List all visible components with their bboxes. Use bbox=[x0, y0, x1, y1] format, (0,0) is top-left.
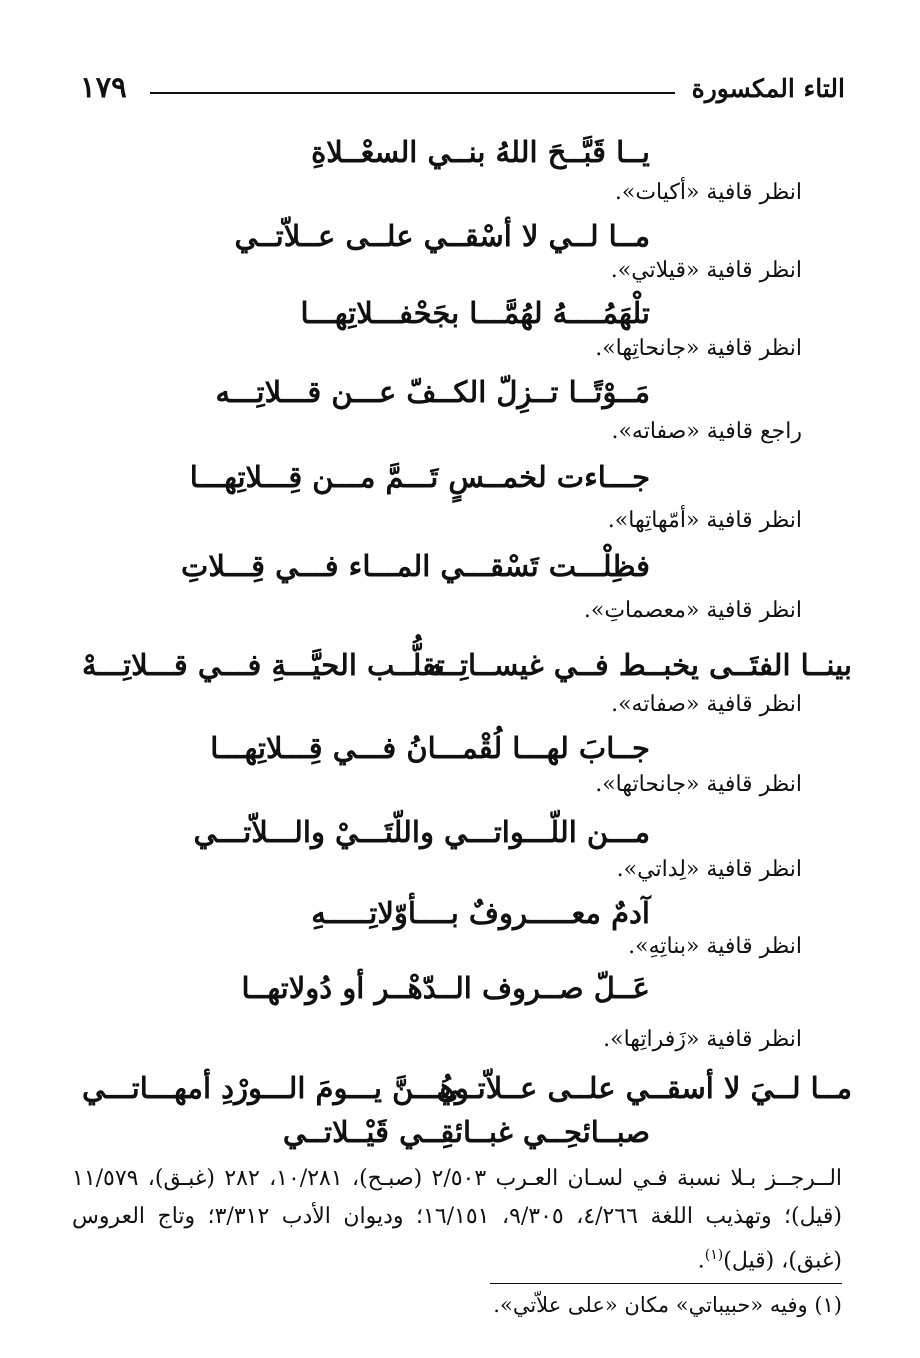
cross-reference: انظر قافية «زَفراتِها». bbox=[603, 1027, 802, 1052]
cross-reference: انظر قافية «لِداتي». bbox=[616, 857, 802, 882]
verse-line: جـــاءت لخمــسٍ تَـــمَّ مـــن قِـــلاتِهـــا bbox=[189, 460, 650, 494]
verse-line: مَــوْتًــا تــزِلّ الكــفّ عـــن قـــلاتِـــه bbox=[215, 375, 650, 409]
verse-line: عَــلّ صــروف الــدّهْــر أو دُولاتهــا bbox=[241, 971, 650, 1005]
couplet-second-hemistich: تقلُّــب الحيَّـــةِ فـــي قـــلاتِـــهْ bbox=[82, 648, 445, 682]
couplet-second-hemistich: وهُـــنَّ يـــومَ الـــورْدِ أمهـــاتـــي bbox=[82, 1071, 469, 1105]
verse-line: مـــن اللّـــواتـــي واللّتَـــيْ والـــلاّتـــي bbox=[193, 815, 650, 849]
page-number: ١٧٩ bbox=[80, 70, 127, 104]
source-citation: الــرجــز بـلا نسبة فـي لسـان العـرب ٢/٥٠٣ (صبـح)، ١٠/٢٨١، ٢٨٢ (غبـق)، ١١/٥٧٩ (قيل)؛ وتهذيب اللغة ٤/٢٦٦، ٩/٣٠٥، ١٦/١٥١؛ وديوان الأدب ٣/٣١٢؛ وتاج العروس (غبق)، (قيل)$^{(١)}$. bbox=[72, 1166, 843, 1274]
couplet-third-hemistich: صبــائحِــي غبــائقِــي قَيْــلاتــي bbox=[282, 1115, 650, 1149]
header-rule bbox=[150, 92, 675, 94]
cross-reference: انظر قافية «معصماتِ». bbox=[583, 598, 802, 623]
verse-line: تلْهَمُــــهُ لهُمَّـــا بجَحْفـــلاتِهـــا bbox=[300, 296, 650, 330]
cross-reference: راجع قافية «صفاته». bbox=[611, 419, 802, 444]
footnote-marker: (١) bbox=[704, 1247, 724, 1263]
couplet-first-hemistich: مــا لــيَ لا أسقــي علــى عــلاّتــي bbox=[436, 1071, 852, 1105]
couplet-first-hemistich: بينــا الفتَــى يخبــط فــي غيســاتِــه bbox=[427, 648, 852, 682]
cross-reference: انظر قافية «بناتِهِ». bbox=[628, 934, 802, 959]
cross-reference: انظر قافية «قيلاتي». bbox=[610, 258, 802, 283]
running-title: التاء المكسورة bbox=[691, 74, 845, 103]
verse-line: فظِلْـــت تَسْقـــي المـــاء فـــي قِـــلاتِ bbox=[181, 549, 650, 583]
cross-reference: انظر قافية «جانحاتها». bbox=[595, 772, 802, 797]
verse-line: مــا لــي لا أسْقــي علــى عــلاّتــي bbox=[234, 219, 650, 253]
verse-line: جــابَ لهـــا لُقْمـــانُ فـــي قِـــلاتِهـــا bbox=[210, 731, 650, 765]
cross-reference: انظر قافية «صفاته». bbox=[611, 692, 802, 717]
cross-reference: انظر قافية «أمّهاتِها». bbox=[607, 508, 802, 533]
verse-line: آدمٌ معـــــروفٌ بــــأوّلاتِـــــهِ bbox=[311, 896, 650, 930]
page-header bbox=[80, 70, 845, 110]
source-text: الــرجــز بـلا نسبة فـي لسـان العـرب ٢/٥٠٣ (صبـح)، ١٠/٢٨١، ٢٨٢ (غبـق)، ١١/٥٧٩ (قيل)؛ وتهذيب اللغة ٤/٢٦٦، ٩/٣٠٥، ١٦/١٥١؛ وديوان الأدب ٣/٣١٢؛ وتاج العروس (غبق)، (قيل) bbox=[72, 1166, 843, 1274]
verse-line: يــا قَبَّــحَ اللهُ بنــي السعْــلاةِ bbox=[311, 135, 650, 169]
cross-reference: انظر قافية «جانحاتِها». bbox=[595, 336, 802, 361]
footnote: (١) وفيه «حبيباتي» مكان «على علاّتي». bbox=[493, 1293, 842, 1317]
footnote-rule bbox=[490, 1283, 842, 1284]
cross-reference: انظر قافية «أكيات». bbox=[614, 180, 802, 205]
